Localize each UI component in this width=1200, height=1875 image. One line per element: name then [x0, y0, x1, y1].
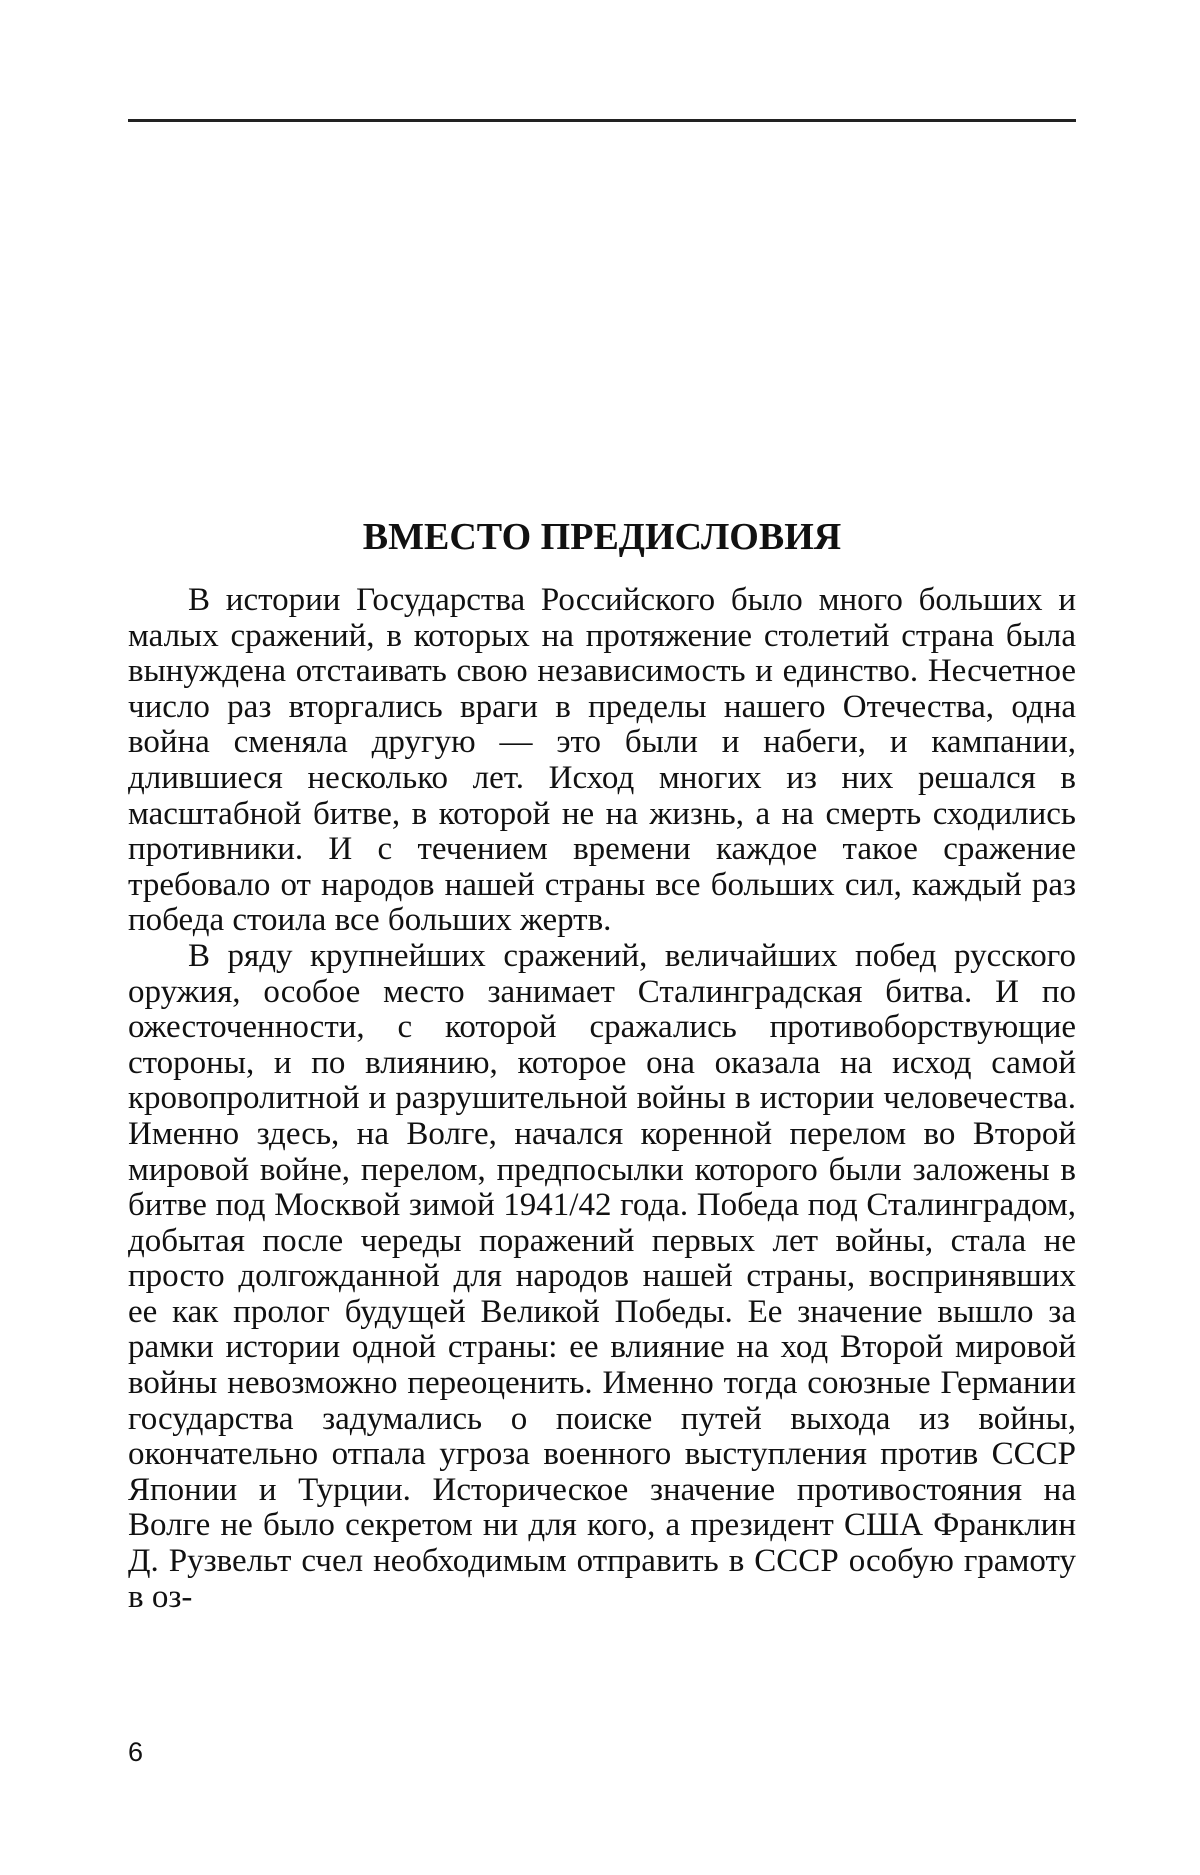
page-number: 6	[128, 1737, 143, 1767]
body-text	[128, 583, 1076, 1615]
book-page	[0, 0, 1200, 1875]
paragraph: В ряду крупнейших сражений, величайших побед рус­ского оружия, особое место занимает Сталинградская бит­ва. И по ожесточенности, с которой сражались противо­борствующие стороны, и по влиянию, которое она оказала на исход самой кровопролитной и разрушительной войны в истории человечества. Именно здесь, на Волге, начался ко­ренной перелом во Второй мировой войне, перелом, пред­посылки которого были заложены в битве под Москвой зимой 1941/42 года. Победа под Сталинградом, добытая после череды поражений первых лет войны, стала не прос­то долгожданной для народов нашей страны, восприняв­ших ее как пролог будущей Великой Победы. Ее значение вышло за рамки истории одной страны: ее влияние на ход Второй мировой войны невозможно переоценить. Именно тогда союзные Германии государства задумались о поиске путей выхода из войны, окончательно отпала угроза воен­ного выступления против СССР Японии и Турции. Исто­рическое значение противостояния на Волге не было сек­ретом ни для кого, а президент США Франклин Д. Рузвельт счел необходимым отправить в СССР особую грамоту в оз-	[128, 939, 1076, 1615]
paragraph: В истории Государства Российского было много боль­ших и малых сражений, в которых на протяжение столетий страна была вынуждена отстаивать свою независимость и единство. Несчетное число раз вторгались враги в пределы нашего Отечества, одна война сменяла другую — это бы­ли и набеги, и кампании, длившиеся несколько лет. Исход многих из них решался в масштабной битве, в которой не на жизнь, а на смерть сходились противники. И с течением времени каждое такое сражение требовало от народов на­шей страны все больших сил, каждый раз победа стоила все больших жертв.	[128, 583, 1076, 939]
top-rule-divider	[128, 119, 1076, 126]
chapter-title: ВМЕСТО ПРЕДИСЛОВИЯ	[128, 514, 1076, 560]
